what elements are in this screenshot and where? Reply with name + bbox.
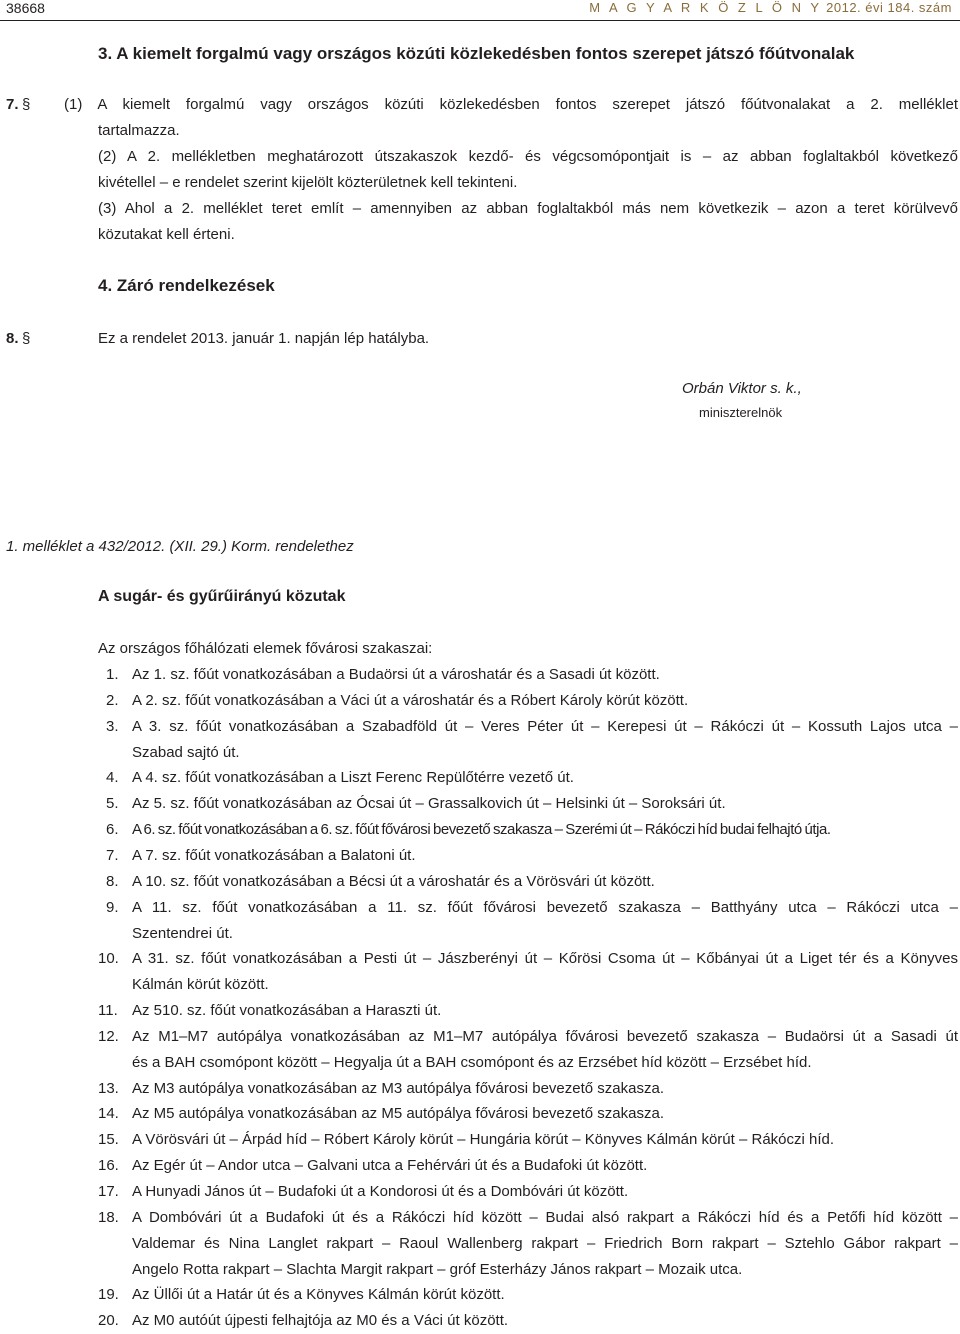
list-item-number: 10. <box>98 950 119 968</box>
list-item-number: 5. <box>106 795 119 813</box>
running-head <box>589 0 952 15</box>
list-item-number: 14. <box>98 1105 119 1123</box>
signature-title: miniszterelnök <box>699 405 783 420</box>
list-item-text: Az 1. sz. főút vonatkozásában a Budaörsi út a városhatár és a Sasadi út között. <box>132 666 660 683</box>
annex-reference: 1. melléklet a 432/2012. (XII. 29.) Korm. rendelethez <box>6 538 354 555</box>
list-item-text: Az M1–M7 autópálya vonatkozásában az M1–M7 autópálya fővárosi bevezető szakasza – Budaörsi út a Sasadi út <box>132 1027 958 1045</box>
list-item-text: A 10. sz. főút vonatkozásában a Bécsi út a városhatár és a Vörösvári út között. <box>132 872 655 890</box>
list-item-number: 18. <box>98 1208 119 1226</box>
header-rule <box>0 20 960 21</box>
list-item-text: és a BAH csomópont között – Hegyalja út a BAH csomópont és az Erzsébet híd között – Erzsébet híd. <box>132 1053 812 1071</box>
annex-intro: Az országos főhálózati elemek fővárosi szakaszai: <box>98 640 433 657</box>
list-item-text: Az Egér út – Andor utca – Galvani utca a Fehérvári út és a Budafoki út között. <box>132 1157 648 1175</box>
list-item-text: Az 5. sz. főút vonatkozásában az Ócsai út – Grassalkovich út – Helsinki út – Soroksári út. <box>132 795 726 813</box>
paragraph-7-3-line-1: (3) Ahol a 2. melléklet teret említ – amennyiben az abban foglaltakból más nem következik – azon a teret körülvevő <box>98 200 958 217</box>
list-item-number: 1. <box>106 666 119 683</box>
list-item-number: 13. <box>98 1079 119 1097</box>
list-item-text: Az M5 autópálya vonatkozásában az M5 autópálya fővárosi bevezető szakasza. <box>132 1105 664 1123</box>
paragraph-7-1-line-2: tartalmazza. <box>98 122 180 139</box>
list-item-number: 11. <box>98 1002 118 1020</box>
list-item-text: A Dombóvári út a Budafoki út és a Rákóczi híd között – Budai alsó rakpart a Rákóczi híd és a Petőfi híd között – <box>132 1208 958 1226</box>
list-item-text: A 6. sz. főút vonatkozásában a 6. sz. főút fővárosi bevezető szakasza – Szerémi út – Rákóczi híd budai felhajtó útja. <box>132 821 831 839</box>
paragraph-8-number: 8. <box>6 330 19 347</box>
list-item-number: 3. <box>106 717 119 735</box>
list-item-number: 4. <box>106 769 119 787</box>
running-head-issue: 2012. évi 184. szám <box>826 0 952 15</box>
paragraph-7-2-line-2: kivétellel – e rendelet szerint kijelölt közterületnek kell tekinteni. <box>98 174 518 191</box>
list-item-text: Angelo Rotta rakpart – Slachta Margit rakpart – gróf Esterházy János rakpart – Mozaik utca. <box>132 1260 743 1278</box>
section-3-title: 3. A kiemelt forgalmú vagy országos közúti közlekedésben fontos szerepet játszó főútvonalak <box>98 44 855 63</box>
list-item-number: 19. <box>98 1286 119 1304</box>
list-item-text: A 2. sz. főút vonatkozásában a Váci út a városhatár és a Róbert Károly körút között. <box>132 691 689 709</box>
signature-name: Orbán Viktor s. k., <box>682 380 802 397</box>
paragraph-7-sign: § <box>22 96 31 113</box>
list-item-text: A 7. sz. főút vonatkozásában a Balatoni út. <box>132 846 416 864</box>
list-item-text: A 3. sz. főút vonatkozásában a Szabadföld út – Veres Péter út – Kerepesi út – Rákóczi út – Kossuth Lajos utca – <box>132 717 958 735</box>
list-item-number: 15. <box>98 1131 119 1149</box>
list-item-text: A 31. sz. főút vonatkozásában a Pesti út – Jászberényi út – Kőrösi Csoma út – Kőbányai út a Liget tér és a Könyves <box>132 950 958 968</box>
paragraph-7-number: 7. <box>6 96 19 113</box>
list-item-text: Az M3 autópálya vonatkozásában az M3 autópálya fővárosi bevezető szakasza. <box>132 1079 664 1097</box>
list-item-text: Valdemar és Nina Langlet rakpart – Raoul Wallenberg rakpart – Friedrich Born rakpart – Sztehlo Gábor rakpart – <box>132 1234 958 1252</box>
list-item-text: Kálmán körút között. <box>132 976 269 994</box>
annex-title: A sugár- és gyűrűirányú közutak <box>98 588 346 605</box>
paragraph-7-2-line-1: (2) A 2. mellékletben meghatározott útszakaszok kezdő- és végcsomópontjait is – az abban foglaltakból következő <box>98 148 958 165</box>
paragraph-7-3-line-2: közutakat kell érteni. <box>98 226 235 243</box>
list-item-number: 9. <box>106 898 119 916</box>
list-item-number: 12. <box>98 1027 119 1045</box>
section-4-title: 4. Záró rendelkezések <box>98 276 275 295</box>
list-item-number: 20. <box>98 1312 119 1330</box>
list-item-text: Az M0 autóút újpesti felhajtója az M0 és a Váci út között. <box>132 1312 509 1330</box>
list-item-number: 8. <box>106 872 119 890</box>
paragraph-8-sign: § <box>22 330 31 347</box>
list-item-text: Az Üllői út a Határ út és a Könyves Kálmán körút között. <box>132 1286 505 1304</box>
list-item-text: A Hunyadi János út – Budafoki út a Kondorosi út és a Dombóvári út között. <box>132 1183 629 1200</box>
paragraph-7-1-line-1: (1) A kiemelt forgalmú vagy országos közúti közlekedésben fontos szerepet játszó főútvonalakat a 2. melléklet <box>64 96 958 113</box>
list-item-text: Az 510. sz. főút vonatkozásában a Haraszti út. <box>132 1002 442 1020</box>
list-item-number: 2. <box>106 691 119 709</box>
list-item-text: A 4. sz. főút vonatkozásában a Liszt Ferenc Repülőtérre vezető út. <box>132 769 574 787</box>
page-number: 38668 <box>6 0 45 16</box>
list-item-text: A Vörösvári út – Árpád híd – Róbert Károly körút – Hungária körút – Könyves Kálmán körút – Rákóczi híd. <box>132 1131 835 1149</box>
running-head-journal: M A G Y A R K Ö Z L Ö N Y <box>589 0 823 15</box>
list-item-text: A 11. sz. főút vonatkozásában a 11. sz. főút fővárosi bevezető szakasza – Batthyány utca – Rákóczi utca – <box>132 898 958 916</box>
list-item-text: Szabad sajtó út. <box>132 743 240 761</box>
list-item-number: 17. <box>98 1183 119 1200</box>
list-item-number: 7. <box>106 846 119 864</box>
list-item-number: 6. <box>106 821 119 839</box>
list-item-text: Szentendrei út. <box>132 924 233 942</box>
paragraph-8-text: Ez a rendelet 2013. január 1. napján lép hatályba. <box>98 330 430 347</box>
list-item-number: 16. <box>98 1157 119 1175</box>
